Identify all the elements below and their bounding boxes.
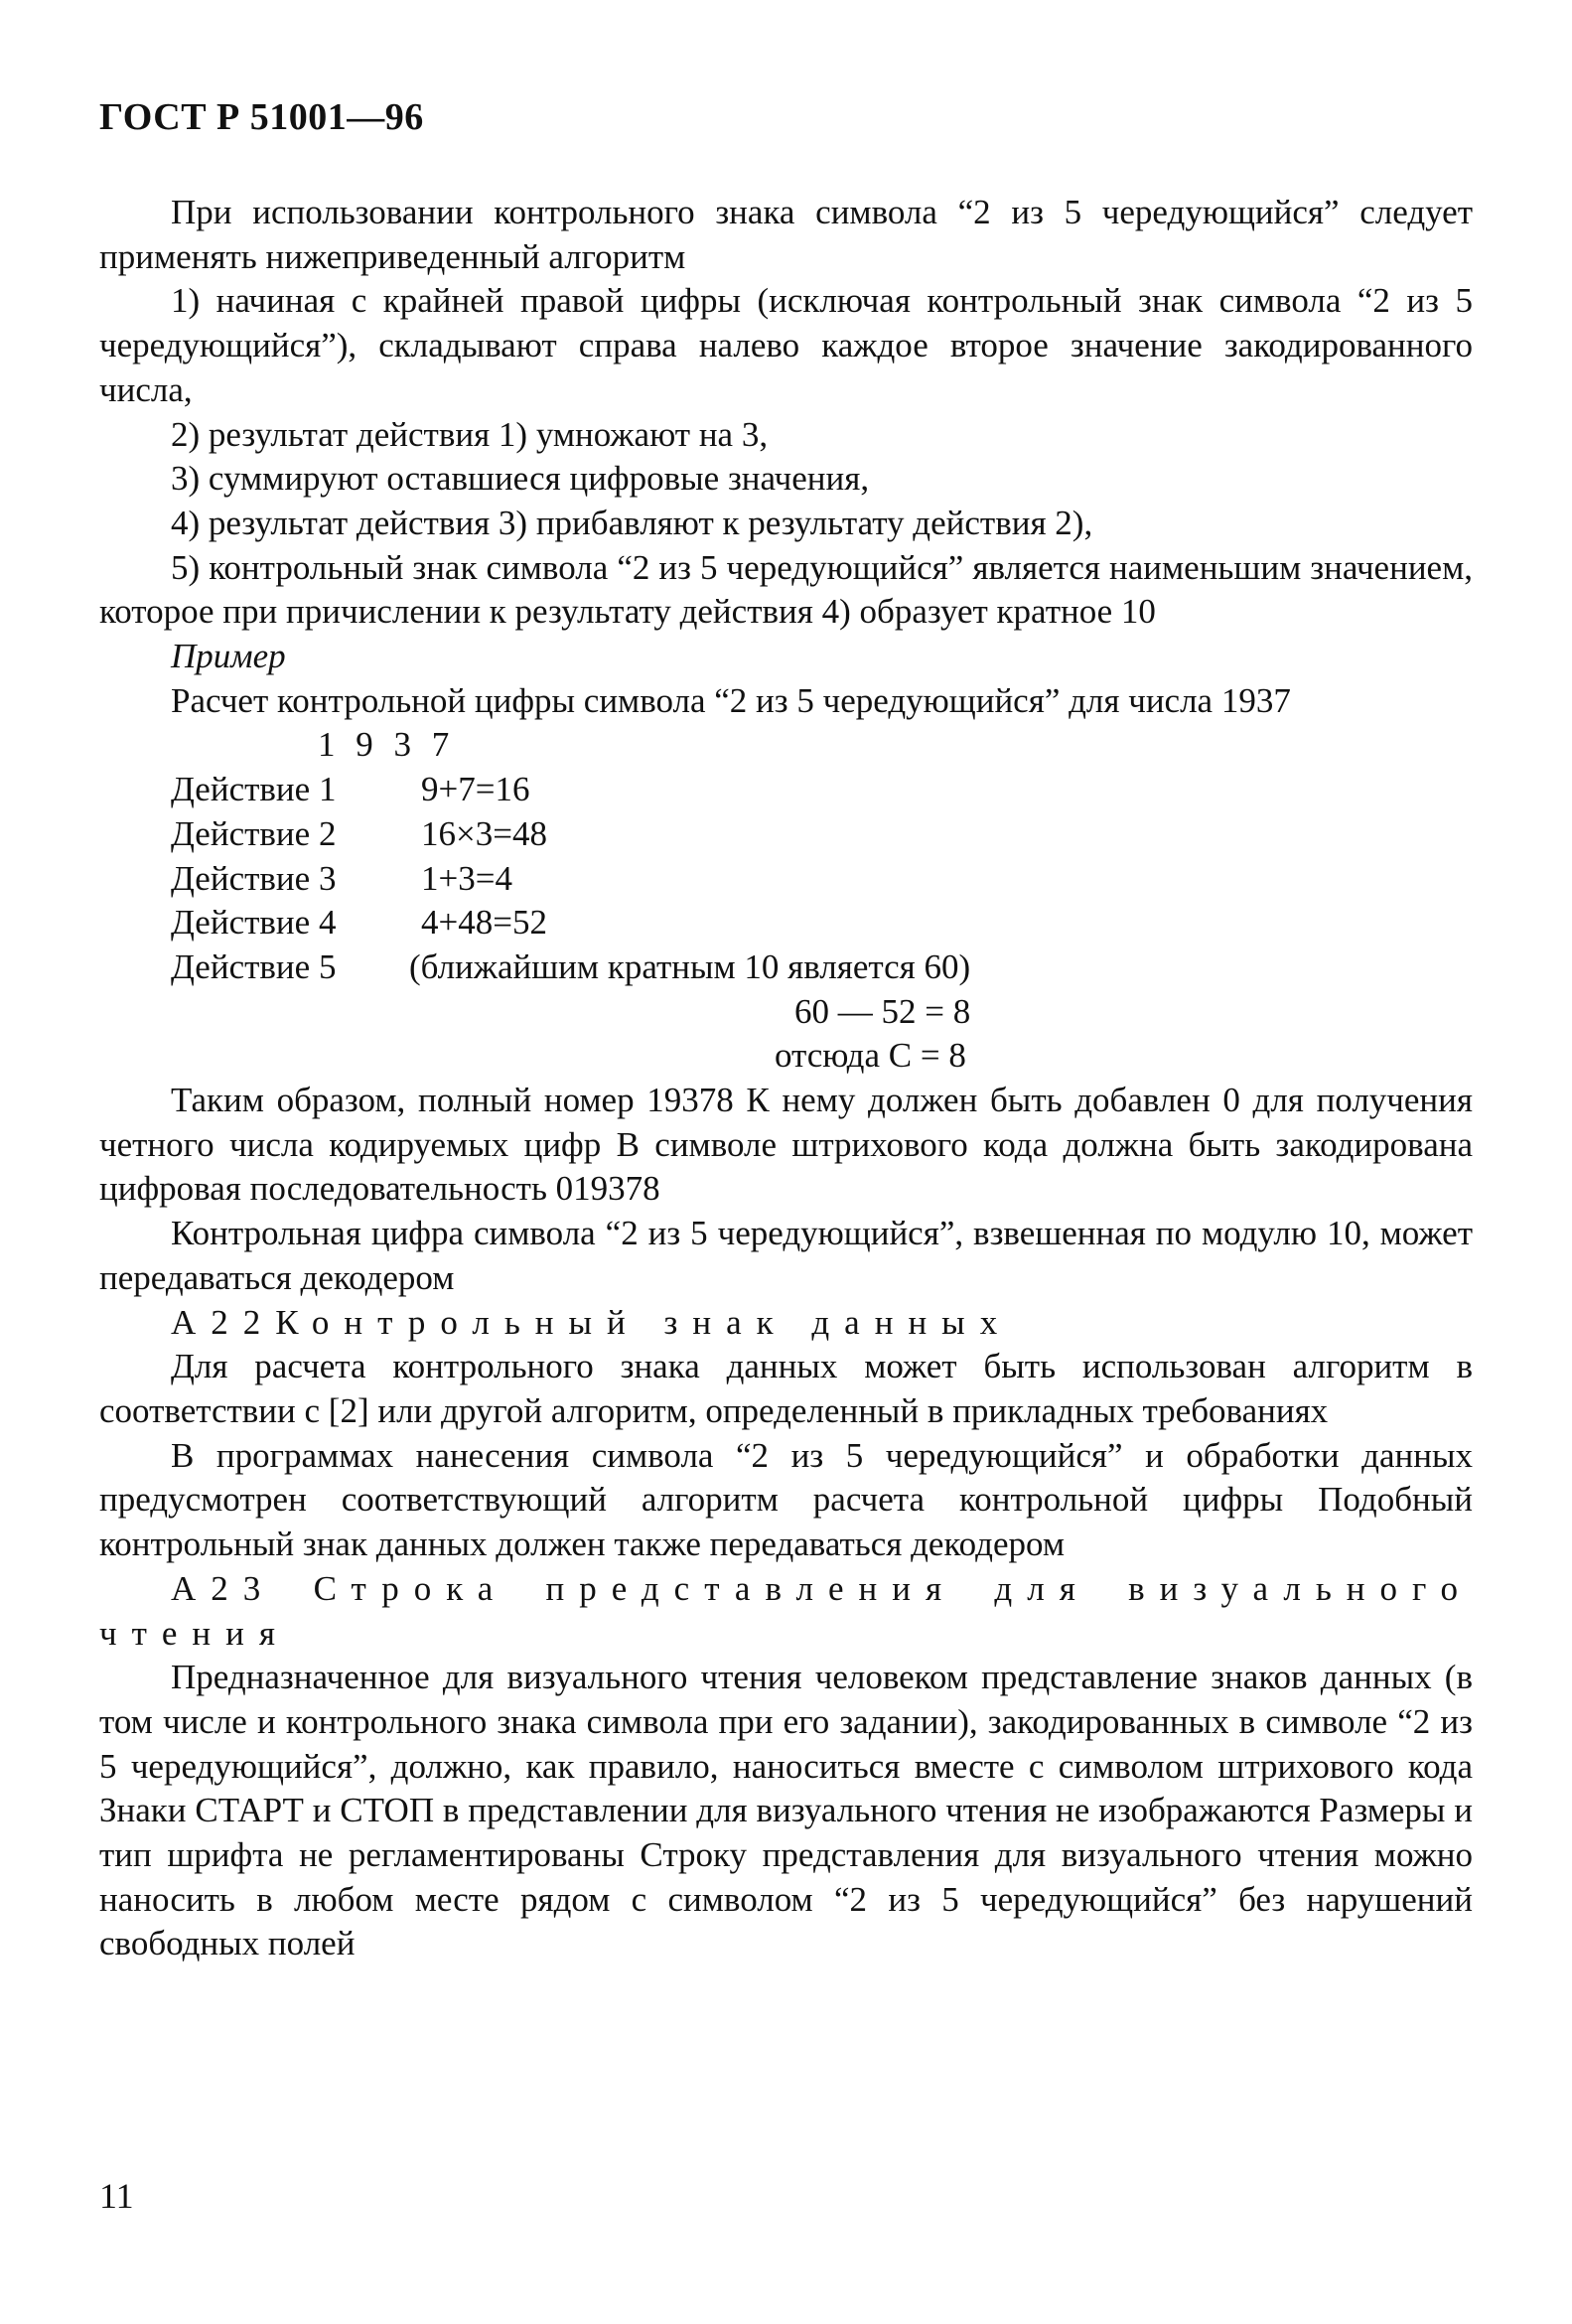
example-intro: Расчет контрольной цифры символа “2 из 5 чередующийся” для числа 1937 [171, 680, 1291, 720]
step-1: 1) начиная с крайней правой цифры (исключая контрольный знак символа “2 из 5 чередующийся”), складывают справа налево каждое второе значение закодированного числа, [99, 281, 1473, 409]
calc-value: 9+7=16 [421, 770, 530, 809]
calc-row-2 [99, 812, 1473, 857]
calc-result-2: отсюда C = 8 [775, 1036, 966, 1076]
calc-result-1: 60 — 52 = 8 [794, 991, 971, 1031]
section-a22-paragraph-1: Для расчета контрольного знака данных может быть использован алгоритм в соответствии с [2] или другой алгоритм, определенный в прикладных требованиях [99, 1347, 1473, 1430]
section-a23-heading: А23 Строка представления для визуального [171, 1568, 1473, 1608]
checksum-paragraph: Контрольная цифра символа “2 из 5 чередующийся”, взвешенная по модулю 10, может передаваться декодером [99, 1214, 1473, 1297]
calc-label: Действие 5 [171, 946, 337, 986]
step-2: 2) результат действия 1) умножают на 3, [171, 414, 769, 454]
calc-row-1 [99, 768, 1473, 812]
calc-row-4 [99, 901, 1473, 945]
calc-row-5 [99, 945, 1473, 990]
step-3: 3) суммируют оставшиеся цифровые значения, [171, 459, 870, 499]
page-number: 11 [99, 2176, 134, 2216]
calc-label: Действие 4 [171, 903, 337, 943]
calc-row-3 [99, 857, 1473, 902]
section-a23-paragraph-1: Предназначенное для визуального чтения человеком представление знаков данных (в том числе и контрольного знака символа при его задании), закодированных в символе “2 из 5 чередующийся”, должно, как правило, наноситься вместе с символом штрихового кода Знаки СТАРТ и СТОП в представлении для визуального чтения не изображаются Размеры и тип шрифта не регламентированы Строку представления для визуального чтения можно наносить в любом месте рядом с символом “2 из 5 чередующийся” без нарушений свободных полей [99, 1658, 1473, 1963]
calc-value: 16×3=48 [421, 813, 547, 853]
example-label: Пример [171, 637, 286, 676]
section-a22-heading: А22Контрольный знак данных [171, 1302, 1013, 1342]
section-a22-paragraph-2: В программах нанесения символа “2 из 5 чередующийся” и обработки данных предусмотрен соответствующий алгоритм расчета контрольной цифры Подобный контрольный знак данных должен также передаваться декодером [99, 1435, 1473, 1564]
calc-number: 1 9 3 7 [318, 725, 456, 765]
section-a23-heading-cont: чтения [99, 1613, 290, 1653]
calc-label: Действие 1 [171, 770, 337, 809]
document-header: ГОСТ Р 51001—96 [99, 96, 424, 138]
calc-label: Действие 3 [171, 858, 337, 898]
document-body [99, 191, 1473, 1966]
calc-label: Действие 2 [171, 813, 337, 853]
conclusion-paragraph: Таким образом, полный номер 19378 К нему должен быть добавлен 0 для получения четного числа кодируемых цифр В символе штрихового кода должна быть закодирована цифровая последовательность 019378 [99, 1081, 1473, 1209]
calc-value: 4+48=52 [421, 903, 547, 943]
step-5: 5) контрольный знак символа “2 из 5 чередующийся” является наименьшим значением, которое при причислении к результату действия 4) образует кратное 10 [99, 547, 1473, 632]
calc-value: (ближайшим кратным 10 является 60) [409, 946, 971, 986]
intro-paragraph: При использовании контрольного знака символа “2 из 5 чередующийся” следует применять нижеприведенный алгоритм [99, 193, 1473, 276]
step-4: 4) результат действия 3) прибавляют к результату действия 2), [171, 503, 1093, 542]
calc-value: 1+3=4 [421, 858, 512, 898]
